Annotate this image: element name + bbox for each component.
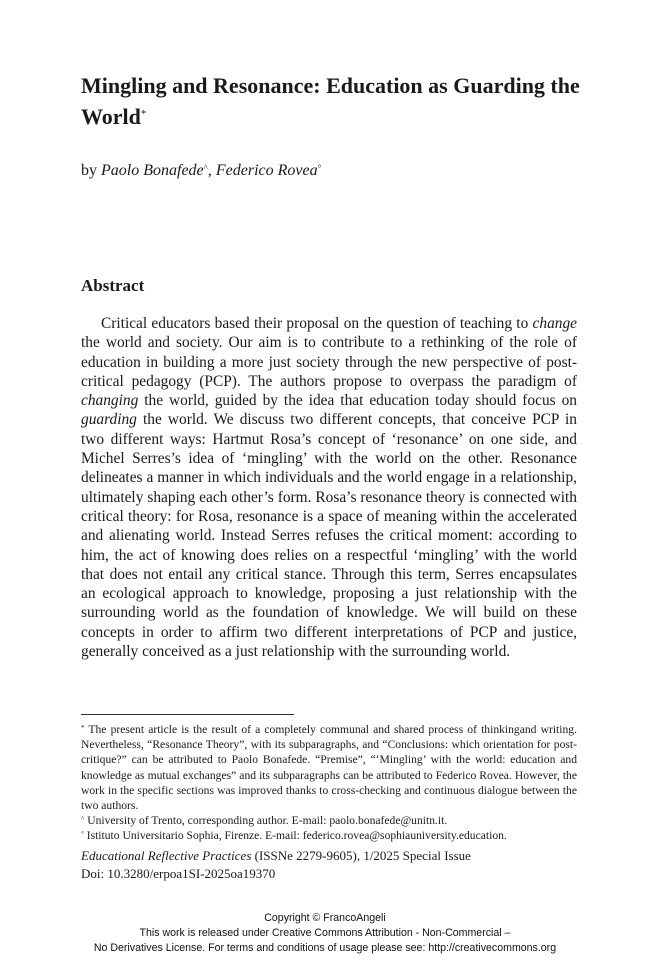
abstract-segment: the world and society. Our aim is to contribute to a rethinking of the role of education in building a more just society through the new perspective of post-critical pedagogy (PCP). The authors propose to overpass the paradigm of (81, 334, 577, 390)
footnote-divider (81, 714, 294, 715)
journal-details: (ISSNe 2279-9605), 1/2025 Special Issue (251, 848, 471, 863)
abstract-heading: Abstract (81, 276, 145, 295)
author-name-2: Federico Rovea (215, 162, 318, 179)
abstract-text (81, 314, 577, 661)
abstract-emphasis: changing (81, 392, 139, 410)
footnote-text: Istituto Universitario Sophia, Firenze. E-mail: federico.rovea@sophiauniversity.education. (83, 829, 507, 843)
footnote-text: University of Trento, corresponding author. E-mail: paolo.bonafede@unitn.it. (84, 814, 448, 828)
author-line (81, 161, 321, 181)
abstract-segment: Critical educators based their proposal on the question of teaching to (101, 315, 533, 332)
footnote-marker: ° (81, 830, 84, 839)
abstract-segment: the world, guided by the idea that education today should focus on (138, 392, 577, 410)
journal-citation (81, 847, 577, 865)
author-prefix: by (81, 162, 97, 179)
author-name-1: Paolo Bonafede (101, 162, 204, 179)
journal-doi[interactable]: Doi: 10.3280/erpoa1SI-2025oa19370 (81, 866, 276, 881)
author-2-marker[interactable]: ° (317, 163, 322, 173)
article-title (81, 70, 581, 132)
abstract-segment: the world. We discuss two different concepts, that conceive PCP in two different ways: Hartmut Rosa’s concept of ‘resonance’ on one side, and Michel Serres’s idea of ‘mingling’ with the world on the other. Resonance delineates a manner in which individuals and the world engage in a relationship, ultimately shaping each other’s form. Rosa’s resonance theory is connected with critical theory: for Rosa, resonance is a space of meaning within the accelerated and alienating world. Instead Serres refuses the critical moment: according to him, the act of knowing does relies on a respectful ‘mingling’ with the world that does not entail any critical stance. Through this term, Serres encapsulates an ecological approach to knowledge, proposing a just relationship with the surrounding world as the foundation of knowledge. We will build on these concepts in order to affirm two different interpretations of PCP and justice, generally conceived as a just relationship with the surrounding world. (81, 411, 577, 661)
author-1-marker[interactable]: ^ (203, 163, 208, 173)
footnote-item (81, 813, 577, 828)
license-line-1: This work is released under Creative Commons Attribution - Non-Commercial – (139, 927, 511, 939)
footnote-text: The present article is the result of a completely communal and shared process of thinkingand writing. Nevertheless, “Resonance Theory”, with its subparagraphs, and “Conclusions: which orientation for post-critique?” can be attributed to Paolo Bonafede. “Premise”, “‘Mingling’ with the world: education and knowledge as mutual exchanges” and its subparagraphs can be attributed to Federico Rovea. However, the work in the specific sections was improved thanks to cross-checking and continuous dialogue between the two authors. (81, 723, 577, 813)
abstract-emphasis: change (532, 315, 577, 332)
copyright-line: Copyright © FrancoAngeli (264, 912, 386, 924)
footnote-marker: ^ (81, 815, 85, 824)
license-line-2[interactable]: No Derivatives License. For terms and conditions of usage please see: http://creativecommons.org (93, 942, 557, 954)
journal-info (81, 847, 577, 883)
article-title-text: Mingling and Resonance: Education as Guarding the World (81, 73, 580, 129)
footnote-item (81, 722, 577, 813)
journal-name: Educational Reflective Practices (81, 848, 252, 863)
author-separator: , (207, 162, 212, 179)
title-footnote-marker[interactable]: * (140, 108, 147, 120)
footnote-marker: * (81, 724, 85, 732)
abstract-emphasis: guarding (81, 411, 137, 429)
license-notice (0, 911, 650, 956)
footnote-item (81, 828, 577, 843)
footnotes (81, 722, 577, 844)
